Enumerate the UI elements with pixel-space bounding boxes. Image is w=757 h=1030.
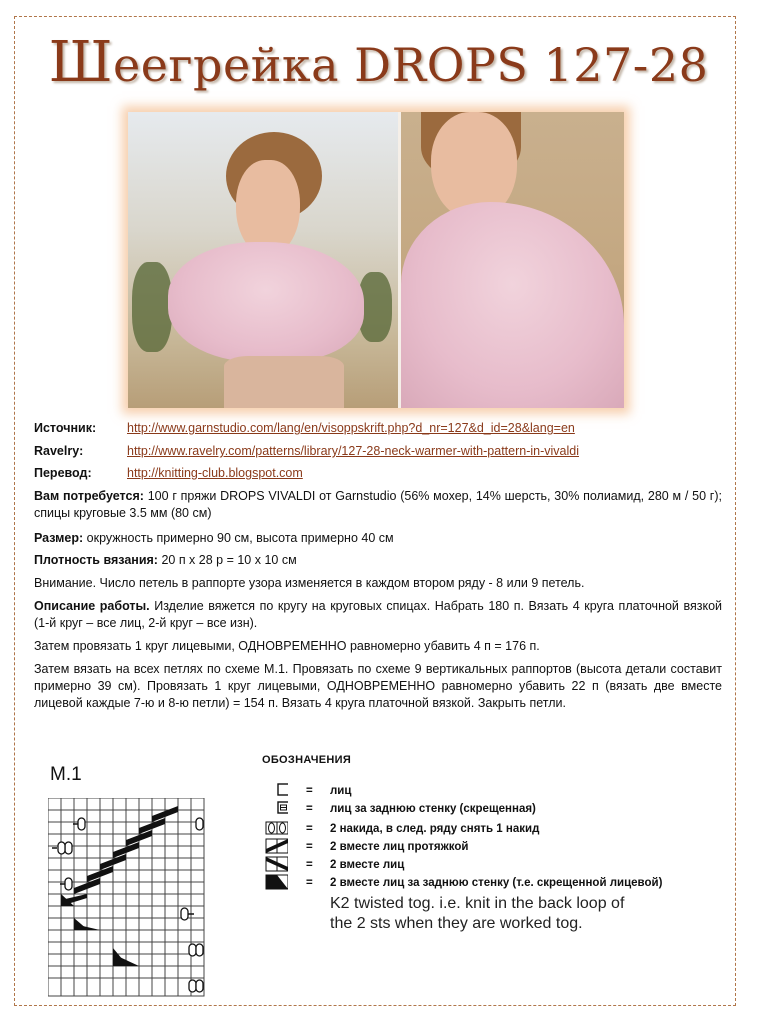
- legend-eq: =: [306, 841, 313, 853]
- legend-text: лиц за заднюю стенку (скрещенная): [330, 803, 536, 815]
- photo-right: [401, 112, 624, 408]
- materials-label: Вам потребуется:: [34, 489, 144, 503]
- gauge-text: 20 п x 28 р = 10 x 10 см: [157, 553, 297, 567]
- legend-eq: =: [306, 823, 313, 835]
- double-yarn-over-icon: [262, 820, 288, 836]
- translation-row: [34, 465, 303, 482]
- legend-text: лиц: [330, 785, 352, 797]
- product-photo: [128, 112, 624, 408]
- legend-text: 2 вместе лиц за заднюю стенку (т.е. скрещенной лицевой): [330, 877, 663, 889]
- gauge-label: Плотность вязания:: [34, 553, 158, 567]
- chart-label: M.1: [50, 764, 82, 785]
- k2tog-through-icon: [262, 838, 288, 854]
- gauge-paragraph: [34, 552, 722, 569]
- size-label: Размер:: [34, 531, 84, 545]
- chart-grid: [48, 798, 204, 996]
- legend-eq: =: [306, 803, 313, 815]
- translation-link[interactable]: http://knitting-club.blogspot.com: [127, 466, 303, 480]
- twisted-knit-icon: [262, 800, 288, 816]
- description-paragraph: [34, 598, 722, 632]
- legend-text: 2 вместе лиц протяжкой: [330, 841, 469, 853]
- source-label: Источник:: [34, 421, 97, 435]
- legend-eq: =: [306, 785, 313, 797]
- legend-english-note: [330, 894, 624, 934]
- photo-left: [128, 112, 398, 408]
- legend-eq: =: [306, 877, 313, 889]
- ravelry-label: Ravelry:: [34, 444, 84, 458]
- materials-text: 100 г пряжи DROPS VIVALDI от Garnstudio (56% мохер, 14% шерсть, 30% полиамид, 280 м / 50 г); спицы круговые 3.5 мм (80 см): [34, 489, 722, 520]
- k2tog-icon: [262, 856, 288, 872]
- legend-text: 2 накида, в след. ряду снять 1 накид: [330, 823, 540, 835]
- title-rest: еегрейка DROPS 127-28: [113, 38, 709, 92]
- source-link[interactable]: http://www.garnstudio.com/lang/en/visoppskrift.php?d_nr=127&d_id=28&lang=en: [127, 421, 575, 435]
- title-first-letter: Ш: [48, 30, 114, 95]
- k2tog-twisted-icon: [262, 874, 288, 890]
- step2-paragraph: Затем провязать 1 круг лицевыми, ОДНОВРЕМЕННО равномерно убавить 4 п = 176 п.: [34, 639, 540, 653]
- legend-text: 2 вместе лиц: [330, 859, 405, 871]
- legend-heading: ОБОЗНАЧЕНИЯ: [262, 754, 352, 766]
- description-text: Изделие вяжется по кругу на круговых спицах. Набрать 180 п. Вязать 4 круга платочной вязкой (1-й круг – все лиц, 2-й круг – все изн).: [34, 599, 723, 630]
- size-text: окружность примерно 90 см, высота примерно 40 см: [83, 531, 394, 545]
- ravelry-link[interactable]: http://www.ravelry.com/patterns/library/127-28-neck-warmer-with-pattern-in-vivaldi: [127, 444, 579, 458]
- source-row: [34, 420, 575, 437]
- knitting-chart: [48, 798, 208, 998]
- legend-eq: =: [306, 859, 313, 871]
- size-paragraph: [34, 530, 722, 547]
- translation-label: Перевод:: [34, 466, 92, 480]
- ravelry-row: [34, 443, 579, 460]
- attention-paragraph: Внимание. Число петель в раппорте узора изменяется в каждом втором ряду - 8 или 9 петель.: [34, 576, 585, 590]
- page-title: [0, 30, 757, 95]
- step3-paragraph: Затем вязать на всех петлях по схеме M.1. Провязать по схеме 9 вертикальных раппортов (высота детали составит примерно 39 см). Провязать 1 круг лицевыми, ОДНОВРЕМЕННО равномерно убавить 22 п (вязать две вместе лицевой каждые 7-ю и 8-ю петли) = 154 п. Вязать 4 круга платочной вязкой. Закрыть петли.: [34, 662, 722, 710]
- note-line-1: K2 twisted tog. i.e. knit in the back loop of: [330, 895, 625, 912]
- note-line-2: the 2 sts when they are worked tog.: [330, 915, 583, 932]
- materials-paragraph: [34, 488, 722, 522]
- empty-square-icon: [262, 782, 288, 798]
- description-label: Описание работы.: [34, 599, 150, 613]
